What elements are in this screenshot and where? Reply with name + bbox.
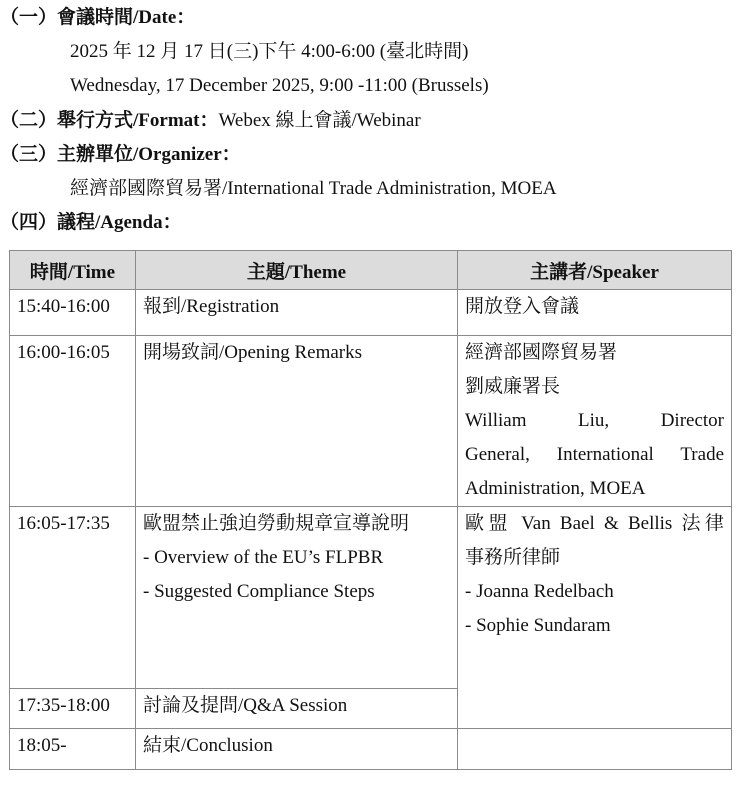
table-row [10, 507, 732, 689]
theme-cell: 開場致詞/Opening Remarks [136, 336, 458, 507]
header-theme: 主題/Theme [136, 251, 458, 290]
time-cell: 16:00-16:05 [10, 336, 136, 507]
format-heading: （二）舉行方式/Format： [0, 110, 219, 131]
date-taipei: 2025 年 12 月 17 日(三)下午 4:00-6:00 (臺北時間) [70, 41, 469, 62]
table-row [10, 290, 732, 336]
organizer-value: 經濟部國際貿易署/International Trade Administration, MOEA [70, 178, 557, 199]
time-cell: 16:05-17:35 [10, 507, 136, 689]
header-time: 時間/Time [10, 251, 136, 290]
date-heading: （一）會議時間/Date： [0, 7, 196, 28]
theme-cell: 討論及提問/Q&A Session [136, 689, 458, 729]
agenda-heading: （四）議程/Agenda： [0, 212, 182, 233]
time-cell: 18:05- [10, 729, 136, 770]
agenda-header-row [10, 251, 732, 290]
speaker-cell: 經濟部國際貿易署 劉威廉署長 William Liu, Director General, International Trade Administration, MOEA [458, 336, 732, 507]
time-cell: 17:35-18:00 [10, 689, 136, 729]
format-value: Webex 線上會議/Webinar [218, 110, 421, 131]
speaker-cell: 開放登入會議 [458, 290, 732, 336]
theme-cell: 歐盟禁止強迫勞動規章宣導說明 - Overview of the EU’s FLPBR - Suggested Compliance Steps [136, 507, 458, 689]
header-speaker: 主講者/Speaker [458, 251, 732, 290]
speaker-cell: 歐盟 Van Bael & Bellis 法律 事務所律師 - Joanna Redelbach - Sophie Sundaram [458, 507, 732, 729]
time-cell: 15:40-16:00 [10, 290, 136, 336]
speaker-cell [458, 729, 732, 770]
agenda-table [9, 250, 732, 770]
table-row [10, 729, 732, 770]
format-line [0, 108, 421, 134]
theme-cell: 報到/Registration [136, 290, 458, 336]
theme-cell: 結束/Conclusion [136, 729, 458, 770]
table-row [10, 336, 732, 507]
organizer-heading: （三）主辦單位/Organizer： [0, 144, 241, 165]
date-brussels: Wednesday, 17 December 2025, 9:00 -11:00 (Brussels) [70, 75, 489, 96]
